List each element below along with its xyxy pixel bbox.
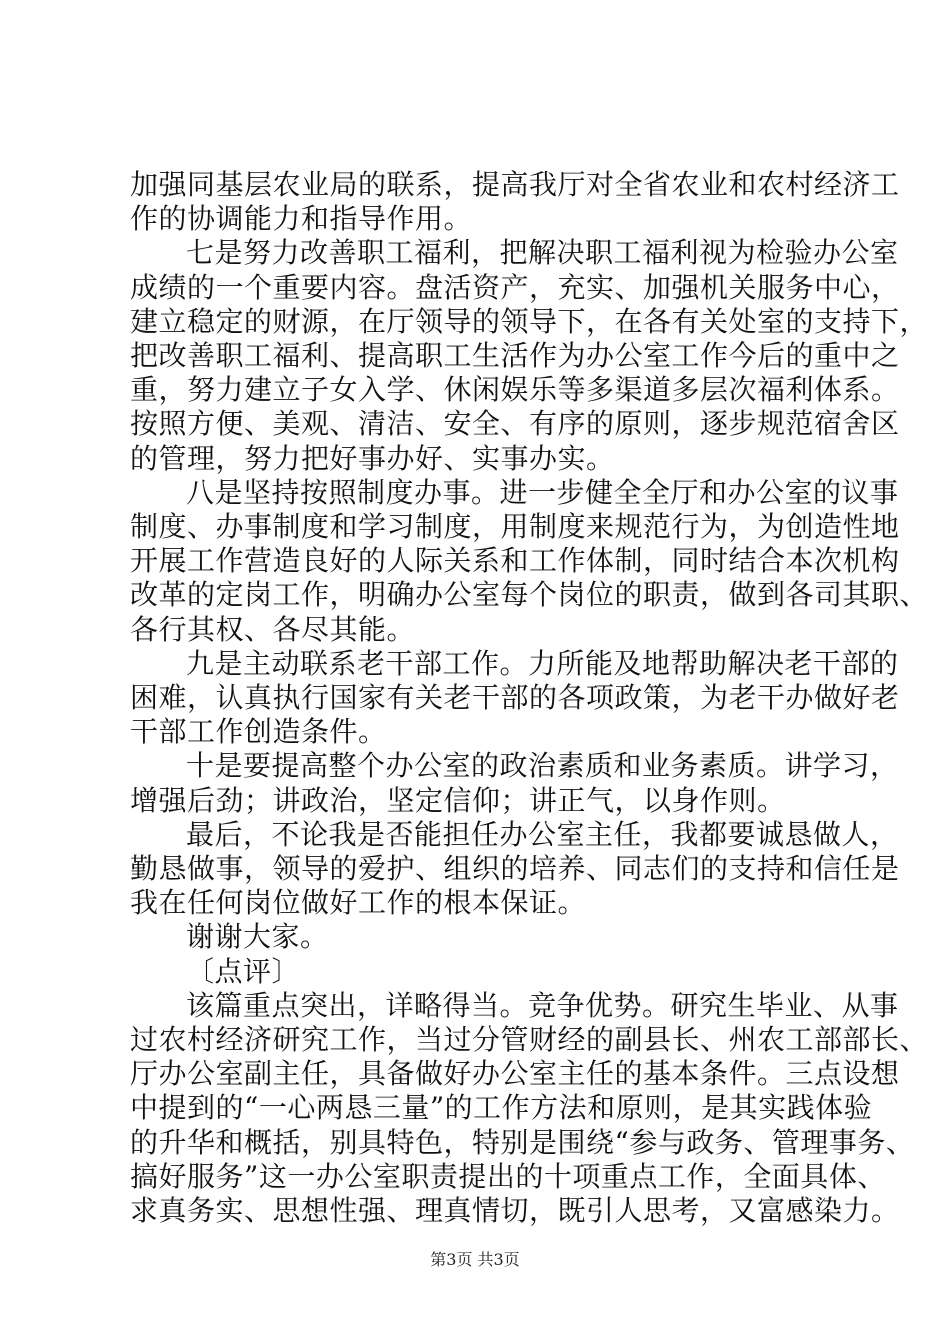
text-line: 该篇重点突出，详略得当。竞争优势。研究生毕业、从事 [186,988,899,1022]
paragraph [130,646,900,750]
text-line: 作的协调能力和指导作用。 [130,202,473,236]
paragraph [130,236,929,475]
document-body [130,168,929,1228]
text-line: 把改善职工福利、提高职工生活作为办公室工作今后的重中之 [130,339,900,373]
paragraph [130,168,900,236]
text-line: 制度、办事制度和学习制度，用制度来规范行为，为创造性地 [130,510,900,544]
text-line: 的升华和概括，别具特色，特别是围绕“参与政务、管理事务、 [130,1125,915,1159]
paragraph [130,920,845,954]
text-line: 重，努力建立子女入学、休闲娱乐等多渠道多层次福利体系。 [130,373,900,407]
text-line: 求真务实、思想性强、理真情切，既引人思考，又富感染力。 [130,1194,900,1228]
text-line: 增强后劲；讲政治，坚定信仰；讲正气，以身作则。 [130,783,786,817]
text-line: 中提到的“一心两恳三量”的工作方法和原则，是其实践体验 [130,1091,873,1125]
text-line: 开展工作营造良好的人际关系和工作体制，同时结合本次机构 [130,544,900,578]
text-line: 过农村经济研究工作，当过分管财经的副县长、州农工部部长、 [130,1023,929,1057]
text-line: 谢谢大家。 [186,920,329,954]
text-line: 九是主动联系老干部工作。力所能及地帮助解决老干部的 [186,646,899,680]
text-line: 的管理，努力把好事办好、实事办实。 [130,441,615,475]
text-line: 我在任何岗位做好工作的根本保证。 [130,886,587,920]
text-line: 七是努力改善职工福利，把解决职工福利视为检验办公室 [186,236,899,270]
text-line: 建立稳定的财源，在厅领导的领导下，在各有关处室的支持下， [130,304,929,338]
paragraph [130,749,899,817]
page-footer: 第3页 共3页 [430,1250,520,1269]
text-line: 改革的定岗工作，明确办公室每个岗位的职责，做到各司其职、 [130,578,929,612]
text-line: 最后，不论我是否能担任办公室主任，我都要诚恳做人， [186,817,899,851]
text-line: 搞好服务”这一办公室职责提出的十项重点工作，全面具体、 [130,1159,886,1193]
text-line: 加强同基层农业局的联系，提高我厅对全省农业和农村经济工 [130,168,900,201]
text-line: 勤恳做事，领导的爱护、组织的培养、同志们的支持和信任是 [130,852,900,886]
paragraph [130,817,900,921]
text-line: 成绩的一个重要内容。盘活资产，充实、加强机关服务中心， [130,270,900,304]
text-line: 八是坚持按照制度办事。进一步健全全厅和办公室的议事 [186,475,899,509]
paragraph [130,988,929,1228]
paragraph [130,475,929,647]
text-line: 〔点评〕 [186,954,301,988]
text-line: 厅办公室副主任，具备做好办公室主任的基本条件。三点设想 [130,1057,900,1091]
text-line: 各行其权、各尽其能。 [130,612,416,646]
text-line: 干部工作创造条件。 [130,715,387,749]
text-line: 按照方便、美观、清洁、安全、有序的原则，逐步规范宿舍区 [130,407,900,441]
text-line: 十是要提高整个办公室的政治素质和业务素质。讲学习， [186,749,899,783]
text-line: 困难，认真执行国家有关老干部的各项政策，为老干办做好老 [130,681,900,715]
paragraph [130,955,845,989]
